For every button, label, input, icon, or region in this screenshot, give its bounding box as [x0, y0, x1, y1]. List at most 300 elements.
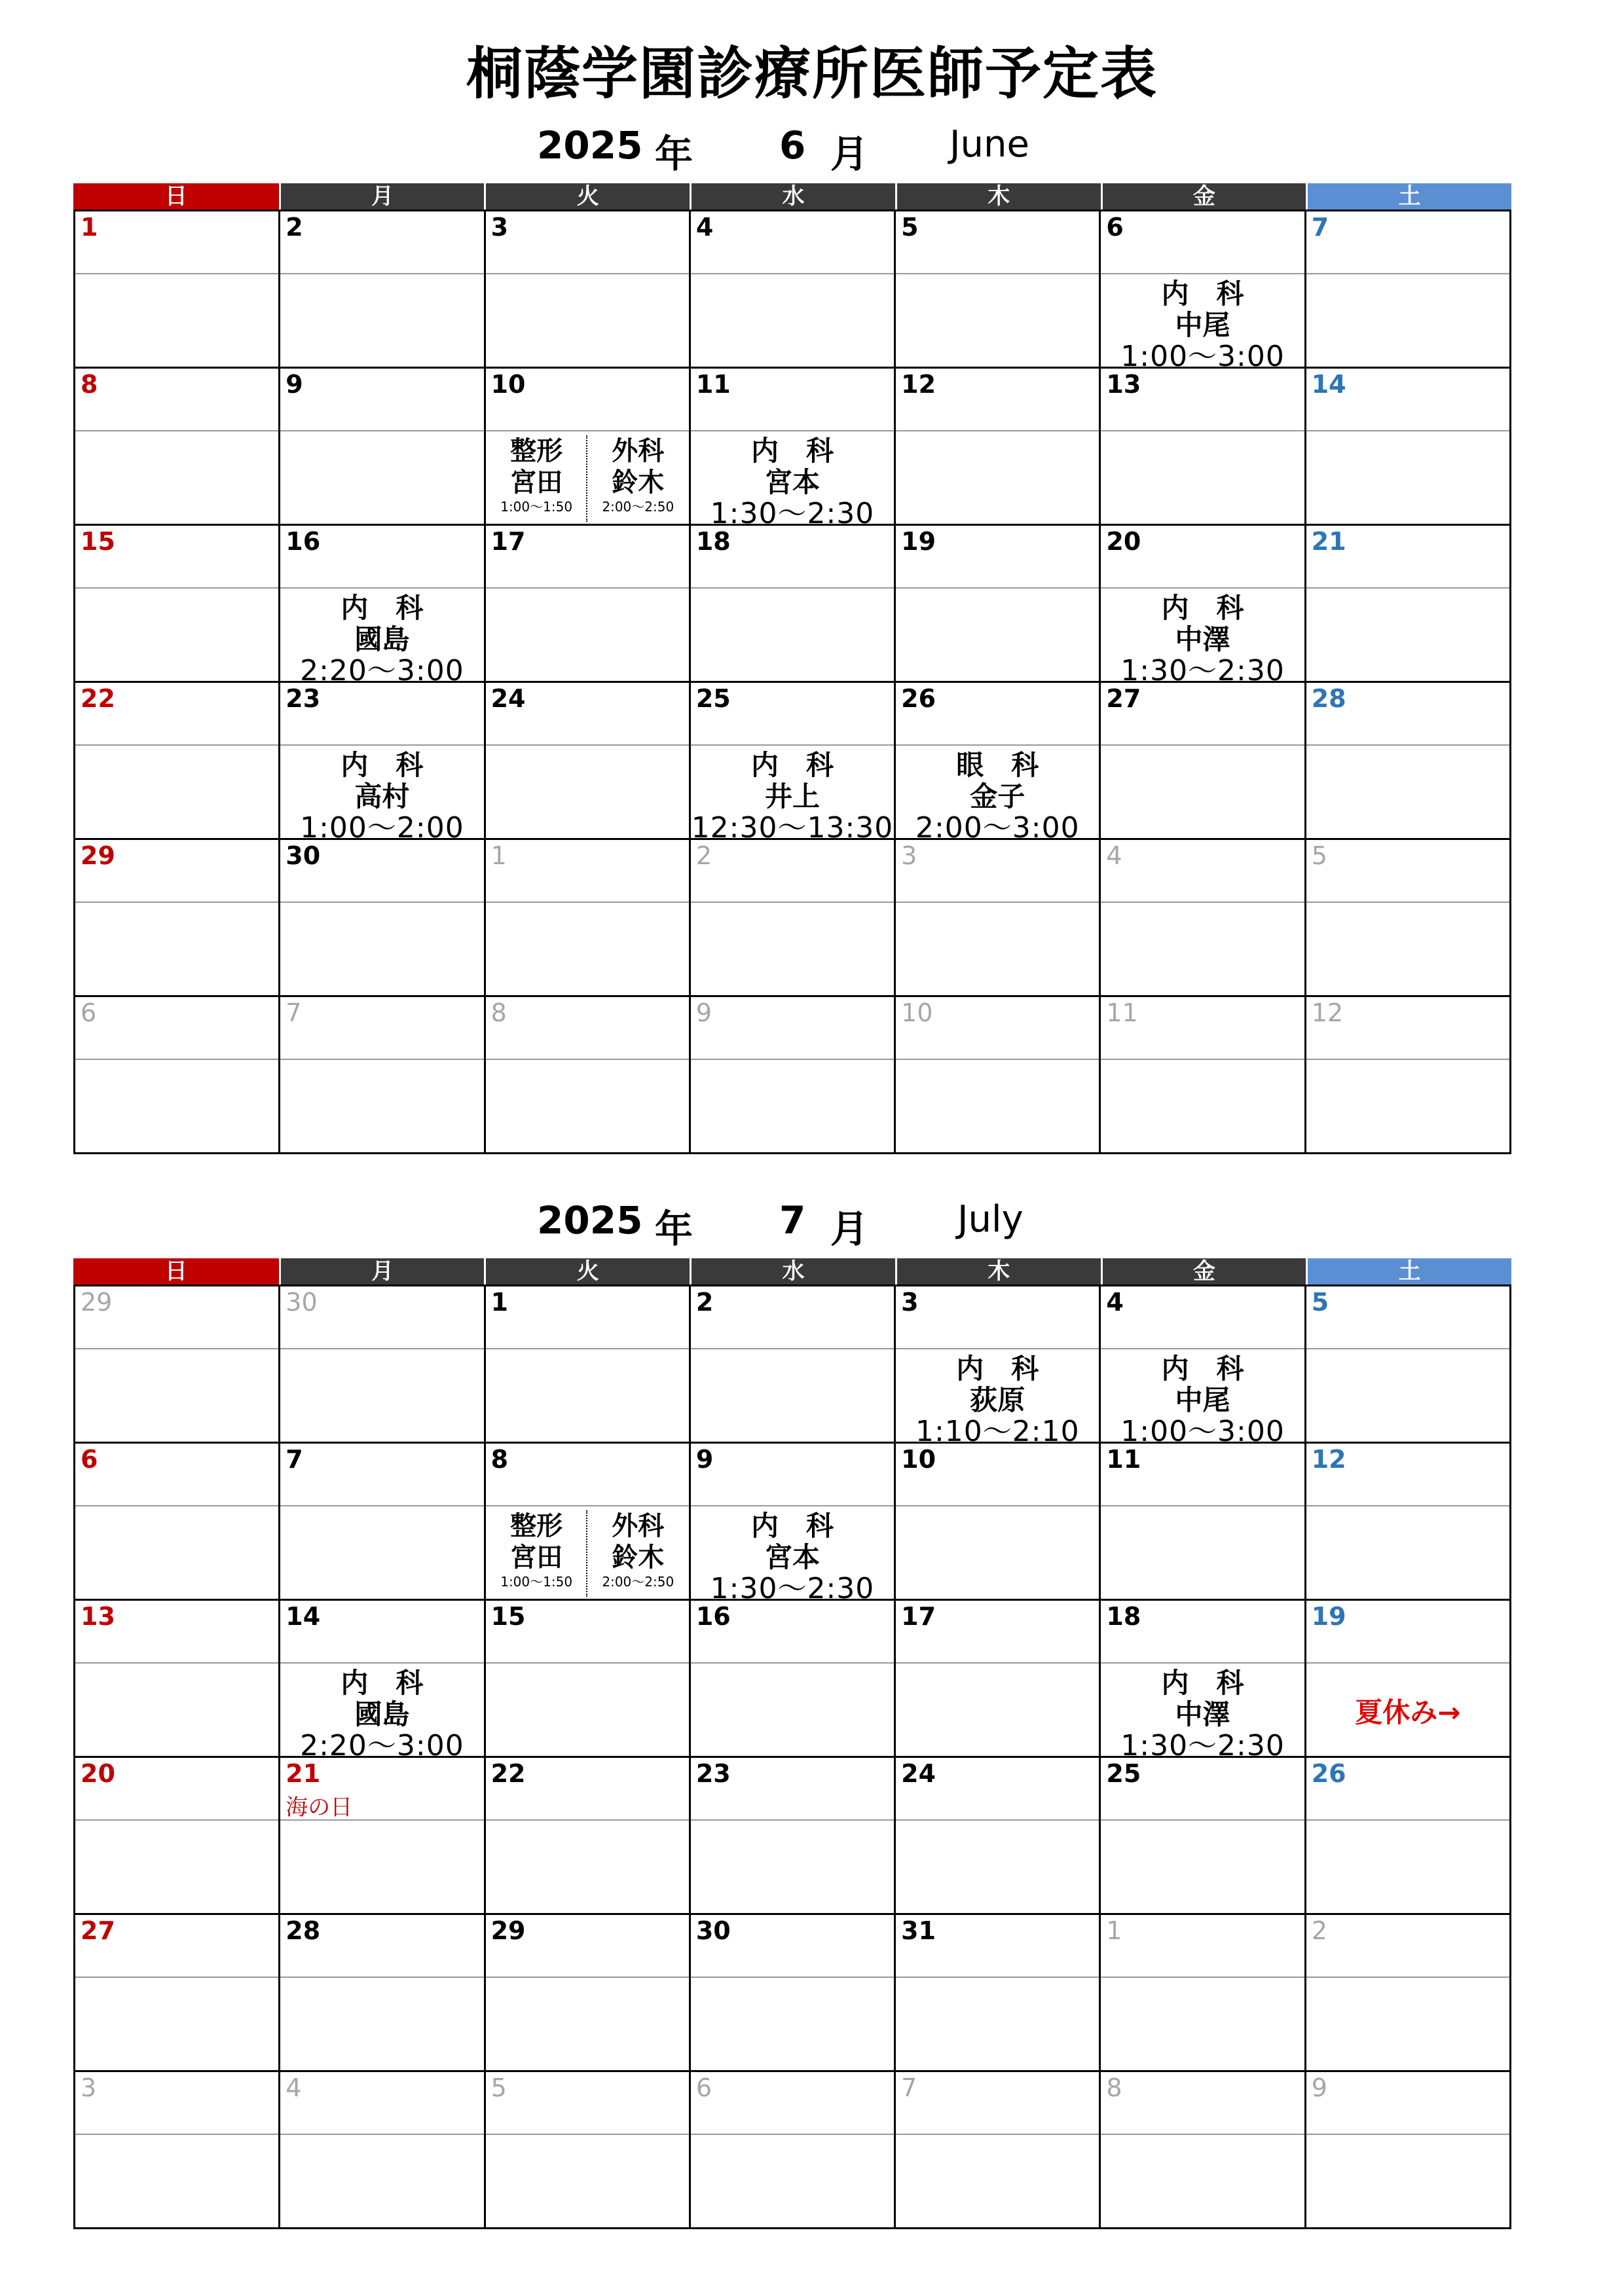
day-cell — [1306, 369, 1511, 526]
doctor-schedule — [280, 750, 483, 844]
day-cell — [486, 1758, 691, 1915]
month-unit: 月 — [830, 132, 869, 176]
day-number: 18 — [695, 527, 731, 556]
cell-divider — [1101, 1348, 1304, 1349]
day-number: 3 — [490, 213, 509, 242]
weekday-label: 金 — [1101, 1258, 1306, 1285]
doctor-name: 國島 — [354, 623, 410, 655]
day-cell — [280, 211, 485, 369]
day-cell — [280, 1286, 485, 1444]
doctor-name: 中澤 — [1175, 623, 1230, 655]
day-number: 24 — [490, 684, 526, 713]
cell-divider — [486, 1505, 689, 1506]
day-cell — [1306, 526, 1511, 683]
cell-divider — [1101, 902, 1304, 903]
day-cell — [486, 369, 691, 526]
weekday-label: 日 — [73, 183, 279, 210]
cell-divider — [1306, 273, 1509, 274]
consult-time: 1:30～2:30 — [710, 497, 875, 530]
department: 内 科 — [341, 592, 424, 624]
split-schedule — [486, 435, 689, 522]
cell-divider — [280, 273, 483, 274]
day-number: 6 — [81, 998, 97, 1027]
cell-divider — [691, 902, 894, 903]
year-unit: 年 — [655, 132, 693, 176]
cell-divider — [486, 1819, 689, 1821]
day-cell — [486, 211, 691, 369]
doctor-name: 鈴木 — [612, 1542, 665, 1573]
day-number: 3 — [81, 2073, 97, 2102]
cell-divider — [691, 1348, 894, 1349]
day-cell — [280, 369, 485, 526]
day-cell — [486, 997, 691, 1154]
day-cell — [1101, 2072, 1306, 2229]
consult-time: 2:20～3:00 — [300, 1729, 464, 1762]
cell-divider — [896, 1059, 1099, 1060]
department: 内 科 — [750, 435, 834, 467]
cell-divider — [75, 1819, 278, 1821]
department: 内 科 — [341, 749, 424, 781]
day-number: 25 — [1106, 1759, 1141, 1788]
day-number: 27 — [81, 1916, 115, 1945]
cell-divider — [896, 273, 1099, 274]
day-number: 5 — [490, 2073, 507, 2102]
day-cell — [691, 526, 896, 683]
cell-divider — [486, 273, 689, 274]
cell-divider — [280, 1662, 483, 1664]
cell-divider — [486, 744, 689, 746]
department: 外科 — [612, 436, 665, 466]
day-number: 11 — [1106, 998, 1138, 1027]
day-cell — [486, 1286, 691, 1444]
day-cell — [75, 840, 280, 997]
day-number: 2 — [695, 841, 712, 870]
doctor-schedule — [1101, 1353, 1304, 1448]
cell-divider — [75, 1977, 278, 1978]
doctor-name: 金子 — [970, 780, 1025, 812]
cell-divider — [1306, 430, 1509, 431]
doctor-schedule — [1101, 1667, 1304, 1762]
day-cell — [1101, 1758, 1306, 1915]
cell-divider — [1101, 587, 1304, 589]
cell-divider — [691, 2134, 894, 2135]
day-number: 9 — [695, 1445, 714, 1474]
summer-break-note: 夏休み→ — [1355, 1696, 1461, 1728]
day-cell — [75, 2072, 280, 2229]
day-number: 1 — [1106, 1916, 1122, 1945]
consult-time: 1:30～2:30 — [1120, 654, 1285, 687]
cell-divider — [486, 1348, 689, 1349]
day-cell — [280, 1444, 485, 1601]
day-number: 8 — [1106, 2073, 1122, 2102]
weekday-label: 土 — [1306, 1258, 1511, 1285]
doctor-name: 井上 — [764, 780, 820, 812]
cell-divider — [896, 430, 1099, 431]
day-cell — [75, 211, 280, 369]
doctor-schedule — [896, 750, 1099, 844]
day-number: 5 — [901, 213, 919, 242]
doctor-name: 宮田 — [510, 1542, 563, 1573]
weekday-label: 月 — [279, 183, 485, 210]
doctor-schedule — [691, 1510, 894, 1605]
day-number: 2 — [1311, 1916, 1327, 1945]
cell-divider — [896, 902, 1099, 903]
consult-time: 2:00～2:50 — [602, 1574, 674, 1590]
holiday-label: 海の日 — [286, 1795, 353, 1821]
cell-divider — [486, 1977, 689, 1978]
day-number: 4 — [286, 2073, 302, 2102]
cell-divider — [486, 587, 689, 589]
day-cell — [486, 683, 691, 840]
day-number: 19 — [901, 527, 936, 556]
day-number: 11 — [1106, 1445, 1141, 1474]
doctor-schedule — [280, 1667, 483, 1762]
cell-divider — [75, 1505, 278, 1506]
cell-divider — [75, 587, 278, 589]
day-cell — [896, 2072, 1101, 2229]
weekday-header — [73, 1258, 1511, 1285]
day-number: 30 — [286, 841, 321, 870]
cell-divider — [691, 1059, 894, 1060]
day-number: 10 — [901, 998, 933, 1027]
consult-time: 1:10～2:10 — [915, 1415, 1080, 1448]
doctor-name: 鈴木 — [612, 467, 665, 498]
consult-time: 1:00～1:50 — [500, 499, 573, 515]
cell-divider — [691, 744, 894, 746]
day-cell — [691, 1758, 896, 1915]
day-cell — [75, 997, 280, 1154]
day-cell — [1306, 1286, 1511, 1444]
day-number: 5 — [1311, 1288, 1329, 1317]
day-cell — [1306, 997, 1511, 1154]
cell-divider — [280, 587, 483, 589]
day-number: 20 — [81, 1759, 115, 1788]
doctor-name: 宮本 — [764, 1541, 820, 1573]
day-cell — [1306, 2072, 1511, 2229]
year-text: 2025 — [537, 1198, 643, 1243]
cell-divider — [691, 1662, 894, 1664]
day-cell — [1306, 211, 1511, 369]
cell-divider — [280, 1059, 483, 1060]
day-cell — [896, 1444, 1101, 1601]
day-number: 10 — [901, 1445, 936, 1474]
doctor-name: 宮本 — [764, 466, 820, 498]
day-cell — [691, 369, 896, 530]
day-number: 30 — [695, 1916, 731, 1945]
cell-divider — [280, 430, 483, 431]
day-cell — [1306, 840, 1511, 997]
day-number: 21 — [1311, 527, 1346, 556]
day-cell — [896, 369, 1101, 526]
department: 内 科 — [341, 1667, 424, 1699]
day-cell — [1101, 526, 1306, 687]
day-number: 4 — [1106, 841, 1122, 870]
day-cell — [486, 1444, 691, 1601]
doctor-name: 中尾 — [1175, 309, 1230, 341]
cell-divider — [486, 1059, 689, 1060]
calendar-june — [73, 183, 1511, 1154]
cell-divider — [75, 273, 278, 274]
cell-divider — [1306, 1819, 1509, 1821]
day-cell — [691, 1286, 896, 1444]
weekday-header — [73, 183, 1511, 210]
weekday-label: 木 — [895, 1258, 1101, 1285]
day-number: 19 — [1311, 1602, 1346, 1631]
day-number: 1 — [490, 1288, 509, 1317]
day-cell — [1306, 1444, 1511, 1601]
day-cell — [280, 1915, 485, 2072]
department: 内 科 — [750, 1510, 834, 1542]
month-english: July — [957, 1198, 1024, 1241]
day-number: 11 — [695, 370, 731, 399]
weekday-label: 土 — [1306, 183, 1511, 210]
calendar-july — [73, 1258, 1511, 2229]
consult-time: 2:00～2:50 — [602, 499, 674, 515]
day-number: 26 — [901, 684, 936, 713]
day-cell — [896, 1601, 1101, 1758]
doctor-schedule — [691, 435, 894, 530]
day-number: 17 — [490, 527, 526, 556]
department: 内 科 — [956, 1353, 1039, 1385]
month-english: June — [950, 123, 1029, 166]
cell-divider — [280, 744, 483, 746]
weekday-label: 火 — [484, 1258, 690, 1285]
day-number: 1 — [81, 213, 98, 242]
day-cell — [75, 1758, 280, 1915]
consult-time: 1:00～2:00 — [300, 811, 464, 845]
weekday-label: 金 — [1101, 183, 1306, 210]
day-number: 25 — [695, 684, 731, 713]
cell-divider — [280, 1977, 483, 1978]
cell-divider — [280, 2134, 483, 2135]
day-cell — [75, 1286, 280, 1444]
cell-divider — [1306, 587, 1509, 589]
day-number: 23 — [286, 684, 321, 713]
cell-divider — [691, 273, 894, 274]
cell-divider — [1306, 1059, 1509, 1060]
department: 内 科 — [1161, 592, 1244, 624]
department: 内 科 — [1161, 1667, 1244, 1699]
day-number: 6 — [695, 2073, 712, 2102]
day-number: 7 — [1311, 213, 1329, 242]
doctor-name: 國島 — [354, 1698, 410, 1730]
day-number: 15 — [490, 1602, 526, 1631]
doctor-schedule — [586, 435, 689, 522]
day-number: 22 — [81, 684, 115, 713]
cell-divider — [75, 1059, 278, 1060]
day-number: 9 — [286, 370, 303, 399]
doctor-schedule — [1101, 278, 1304, 373]
day-cell — [896, 997, 1101, 1154]
day-number: 7 — [901, 2073, 917, 2102]
cell-divider — [75, 1662, 278, 1664]
day-number: 22 — [490, 1759, 526, 1788]
consult-time: 1:30～2:30 — [710, 1572, 875, 1605]
day-number: 26 — [1311, 1759, 1346, 1788]
day-cell — [280, 526, 485, 687]
day-cell — [1306, 1915, 1511, 2072]
doctor-schedule — [486, 435, 587, 515]
consult-time: 2:00～3:00 — [915, 811, 1080, 845]
cell-divider — [691, 1977, 894, 1978]
day-number: 12 — [901, 370, 936, 399]
doctor-schedule — [691, 750, 894, 844]
day-cell — [1306, 683, 1511, 840]
day-number: 29 — [490, 1916, 526, 1945]
cell-divider — [1101, 2134, 1304, 2135]
month-heading-june — [0, 123, 1624, 182]
cell-divider — [280, 1505, 483, 1506]
cell-divider — [691, 430, 894, 431]
day-number: 14 — [286, 1602, 321, 1631]
month-number: 7 — [779, 1198, 806, 1243]
day-cell — [1306, 1758, 1511, 1915]
day-cell — [691, 683, 896, 845]
cell-divider — [1101, 1819, 1304, 1821]
day-number: 8 — [490, 998, 507, 1027]
department: 内 科 — [750, 749, 834, 781]
day-cell — [1101, 211, 1306, 373]
day-number: 20 — [1106, 527, 1141, 556]
day-number: 4 — [1106, 1288, 1124, 1317]
calendar-grid — [73, 1285, 1511, 2229]
day-cell — [691, 1915, 896, 2072]
day-number: 4 — [695, 213, 714, 242]
day-cell — [1101, 1444, 1306, 1601]
cell-divider — [280, 902, 483, 903]
day-cell — [486, 526, 691, 683]
page-title: 桐蔭学園診療所医師予定表 — [466, 41, 1158, 107]
day-cell — [280, 840, 485, 997]
day-number: 13 — [1106, 370, 1141, 399]
doctor-name: 荻原 — [970, 1384, 1025, 1416]
day-cell — [896, 526, 1101, 683]
day-number: 12 — [1311, 1445, 1346, 1474]
cell-divider — [691, 1505, 894, 1506]
cell-divider — [1101, 1977, 1304, 1978]
consult-time: 1:00～3:00 — [1120, 1415, 1285, 1448]
day-cell — [896, 683, 1101, 845]
consult-time: 2:20～3:00 — [300, 654, 464, 687]
day-cell — [896, 840, 1101, 997]
day-cell — [896, 211, 1101, 369]
day-number: 28 — [286, 1916, 321, 1945]
cell-divider — [896, 1662, 1099, 1664]
day-number: 18 — [1106, 1602, 1141, 1631]
department: 整形 — [510, 1511, 563, 1541]
day-number: 23 — [695, 1759, 731, 1788]
doctor-schedule — [1101, 592, 1304, 687]
day-cell — [280, 1758, 485, 1915]
cell-divider — [1306, 744, 1509, 746]
day-cell — [1101, 997, 1306, 1154]
day-cell — [691, 1601, 896, 1758]
day-number: 6 — [81, 1445, 98, 1474]
day-number: 24 — [901, 1759, 936, 1788]
cell-divider — [896, 1505, 1099, 1506]
cell-divider — [1306, 1662, 1509, 1664]
month-number: 6 — [779, 123, 806, 168]
doctor-name: 中尾 — [1175, 1384, 1230, 1416]
day-cell — [896, 1915, 1101, 2072]
cell-divider — [1101, 1059, 1304, 1060]
consult-time: 1:30～2:30 — [1120, 1729, 1285, 1762]
cell-divider — [691, 587, 894, 589]
cell-divider — [486, 430, 689, 431]
cell-divider — [1306, 2134, 1509, 2135]
day-cell — [1101, 840, 1306, 997]
day-cell — [280, 1601, 485, 1762]
day-number: 14 — [1311, 370, 1346, 399]
day-number: 28 — [1311, 684, 1346, 713]
cell-divider — [1306, 1348, 1509, 1349]
day-number: 31 — [901, 1916, 936, 1945]
day-number: 2 — [286, 213, 303, 242]
day-cell — [691, 1444, 896, 1605]
cell-divider — [1101, 1662, 1304, 1664]
cell-divider — [486, 2134, 689, 2135]
doctor-schedule — [896, 1353, 1099, 1448]
weekday-label: 水 — [690, 183, 895, 210]
cell-divider — [1101, 273, 1304, 274]
cell-divider — [486, 902, 689, 903]
month-heading-july — [0, 1198, 1624, 1257]
day-number: 5 — [1311, 841, 1327, 870]
day-number: 16 — [695, 1602, 731, 1631]
doctor-schedule — [280, 592, 483, 687]
cell-divider — [896, 587, 1099, 589]
day-number: 2 — [695, 1288, 714, 1317]
day-cell — [75, 683, 280, 840]
day-number: 7 — [286, 1445, 303, 1474]
day-cell — [1101, 1286, 1306, 1448]
month-unit: 月 — [830, 1207, 869, 1251]
split-schedule — [486, 1510, 689, 1597]
day-number: 30 — [286, 1288, 318, 1317]
cell-divider — [896, 2134, 1099, 2135]
weekday-label: 月 — [279, 1258, 485, 1285]
day-number: 12 — [1311, 998, 1344, 1027]
day-cell — [896, 1286, 1101, 1448]
cell-divider — [486, 1662, 689, 1664]
day-cell — [280, 997, 485, 1154]
department: 内 科 — [1161, 278, 1244, 310]
cell-divider — [75, 744, 278, 746]
day-cell — [280, 683, 485, 845]
cell-divider — [896, 1977, 1099, 1978]
doctor-name: 中澤 — [1175, 1698, 1230, 1730]
department: 眼 科 — [956, 749, 1039, 781]
day-cell — [1101, 1915, 1306, 2072]
day-cell — [486, 1601, 691, 1758]
day-number: 29 — [81, 1288, 113, 1317]
day-cell — [691, 840, 896, 997]
day-cell — [486, 1915, 691, 2072]
day-number: 17 — [901, 1602, 936, 1631]
day-number: 6 — [1106, 213, 1124, 242]
day-number: 3 — [901, 1288, 919, 1317]
cell-divider — [75, 1348, 278, 1349]
weekday-label: 日 — [73, 1258, 279, 1285]
day-number: 8 — [81, 370, 98, 399]
cell-divider — [1101, 744, 1304, 746]
day-cell — [486, 840, 691, 997]
day-number: 10 — [490, 370, 526, 399]
weekday-label: 水 — [690, 1258, 895, 1285]
cell-divider — [75, 430, 278, 431]
day-cell — [280, 2072, 485, 2229]
cell-divider — [1306, 1505, 1509, 1506]
